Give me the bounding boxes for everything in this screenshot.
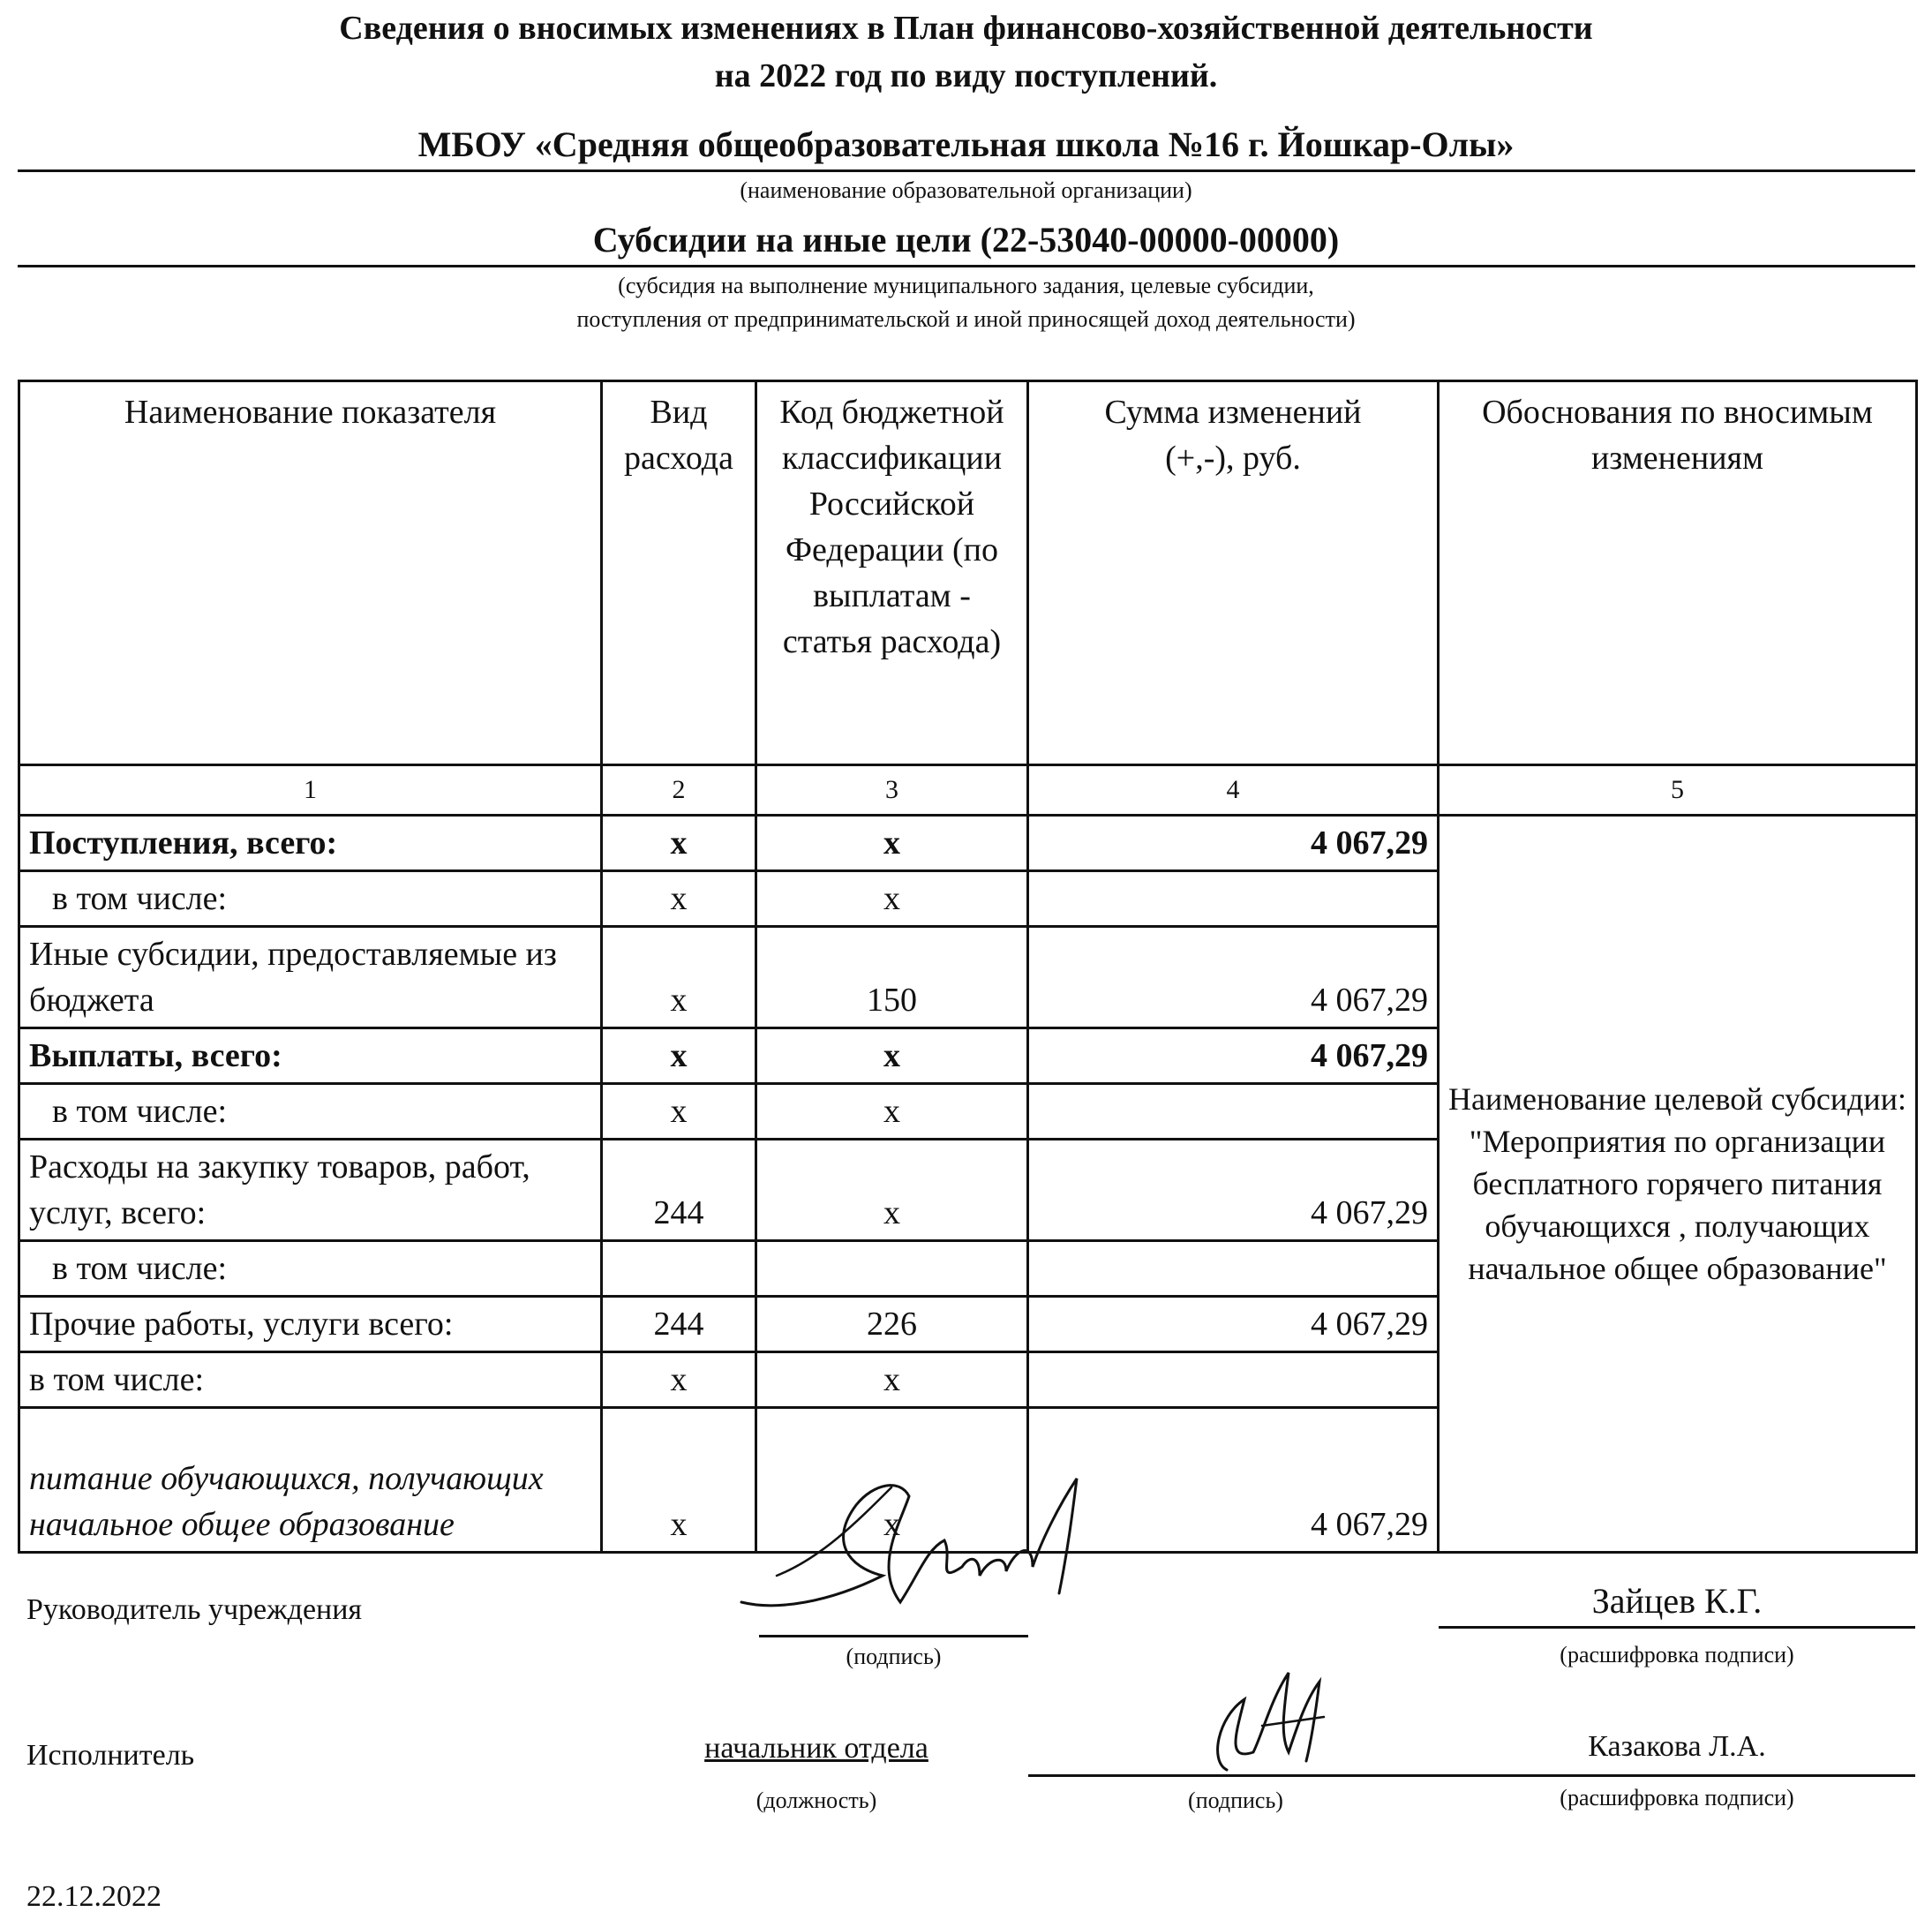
subsidy-caption-line2: поступления от предпринимательской и иной приносящей доход деятельности): [576, 306, 1356, 332]
head-name-line: [1439, 1626, 1915, 1629]
head-name-caption: (расшифровка подписи): [1560, 1642, 1794, 1667]
organization-underline: [18, 169, 1915, 172]
row-budget-code: x: [756, 871, 1028, 927]
column-number: 4: [1028, 765, 1439, 816]
executor-signature-icon: [1200, 1664, 1342, 1788]
row-amount: [1028, 1084, 1439, 1140]
document-title-line2: на 2022 год по виду поступлений.: [714, 57, 1218, 94]
row-amount: [1028, 871, 1439, 927]
executor-signature-line: [1028, 1774, 1915, 1777]
head-signature-line: [759, 1635, 1028, 1637]
row-expense-type: x: [602, 1408, 756, 1553]
executor-signature-caption: (подпись): [1188, 1788, 1283, 1813]
row-name: Иные субсидии, предоставляемые из бюджета: [19, 927, 602, 1028]
row-budget-code: x: [756, 1352, 1028, 1408]
row-amount: 4 067,29: [1028, 1408, 1439, 1553]
header-indicator-name: Наименование показателя: [19, 381, 602, 765]
row-budget-code: x: [756, 1140, 1028, 1241]
column-number: 1: [19, 765, 602, 816]
head-name: Зайцев К.Г.: [1591, 1581, 1763, 1621]
row-amount: 4 067,29: [1028, 1028, 1439, 1084]
row-amount: 4 067,29: [1028, 927, 1439, 1028]
head-signature-caption: (подпись): [846, 1644, 942, 1669]
row-expense-type: x: [602, 871, 756, 927]
row-budget-code: x: [756, 1408, 1028, 1553]
executor-position: начальник отдела: [704, 1732, 928, 1765]
row-amount: [1028, 1241, 1439, 1297]
column-number: 2: [602, 765, 756, 816]
row-name: в том числе:: [19, 1241, 602, 1297]
header-expense-type: Вид расхода: [602, 381, 756, 765]
row-amount: 4 067,29: [1028, 1297, 1439, 1352]
subsidy-underline: [18, 265, 1915, 267]
executor-label: Исполнитель: [26, 1739, 195, 1772]
row-expense-type: 244: [602, 1140, 756, 1241]
row-name: питание обучающихся, получающих начальное общее образование: [19, 1408, 602, 1553]
executor-position-caption: (должность): [756, 1788, 877, 1813]
header-justification: Обоснования по вносимым изменениям: [1439, 381, 1917, 765]
subsidy-caption-line1: (субсидия на выполнение муниципального задания, целевые субсидии,: [618, 273, 1314, 298]
row-expense-type: 244: [602, 1297, 756, 1352]
organization-name: МБОУ «Средняя общеобразовательная школа №16 г. Йошкар-Олы»: [417, 124, 1515, 164]
row-budget-code: x: [756, 816, 1028, 871]
row-name: в том числе:: [19, 1084, 602, 1140]
column-number: 5: [1439, 765, 1917, 816]
row-amount: 4 067,29: [1028, 816, 1439, 871]
head-signature-icon: [724, 1470, 1130, 1629]
header-change-amount: Сумма изменений (+,-), руб.: [1028, 381, 1439, 765]
document-date: 22.12.2022: [26, 1880, 162, 1913]
row-expense-type: [602, 1241, 756, 1297]
row-budget-code: [756, 1241, 1028, 1297]
row-name: в том числе:: [19, 871, 602, 927]
row-expense-type: x: [602, 1352, 756, 1408]
row-budget-code: 226: [756, 1297, 1028, 1352]
table-header-row: [19, 381, 1917, 765]
row-name: Поступления, всего:: [19, 816, 602, 871]
justification-cell: Наименование целевой субсидии: "Мероприятия по организации бесплатного горячего питания обучающихся , получающих начальное общее образование": [1439, 816, 1917, 1553]
row-expense-type: x: [602, 927, 756, 1028]
row-name: в том числе:: [19, 1352, 602, 1408]
row-expense-type: x: [602, 816, 756, 871]
header-budget-code: Код бюджетной классификации Российской Федерации (по выплатам - статья расхода): [756, 381, 1028, 765]
table-row: [19, 816, 1917, 871]
row-expense-type: x: [602, 1084, 756, 1140]
head-label: Руководитель учреждения: [26, 1593, 363, 1626]
executor-name-caption: (расшифровка подписи): [1560, 1785, 1794, 1810]
row-amount: 4 067,29: [1028, 1140, 1439, 1241]
row-budget-code: 150: [756, 927, 1028, 1028]
subsidy-title: Субсидии на иные цели (22-53040-00000-00000): [592, 220, 1340, 260]
row-name: Расходы на закупку товаров, работ, услуг, всего:: [19, 1140, 602, 1241]
column-number: 3: [756, 765, 1028, 816]
document-title-line1: Сведения о вносимых изменениях в План финансово-хозяйственной деятельности: [339, 10, 1593, 47]
executor-name: Казакова Л.А.: [1588, 1730, 1766, 1763]
row-budget-code: x: [756, 1028, 1028, 1084]
column-numbers-row: [19, 765, 1917, 816]
row-name: Выплаты, всего:: [19, 1028, 602, 1084]
row-amount: [1028, 1352, 1439, 1408]
plan-table: [18, 380, 1918, 1554]
row-expense-type: x: [602, 1028, 756, 1084]
row-budget-code: x: [756, 1084, 1028, 1140]
row-name: Прочие работы, услуги всего:: [19, 1297, 602, 1352]
organization-caption: (наименование образовательной организации): [740, 177, 1192, 203]
